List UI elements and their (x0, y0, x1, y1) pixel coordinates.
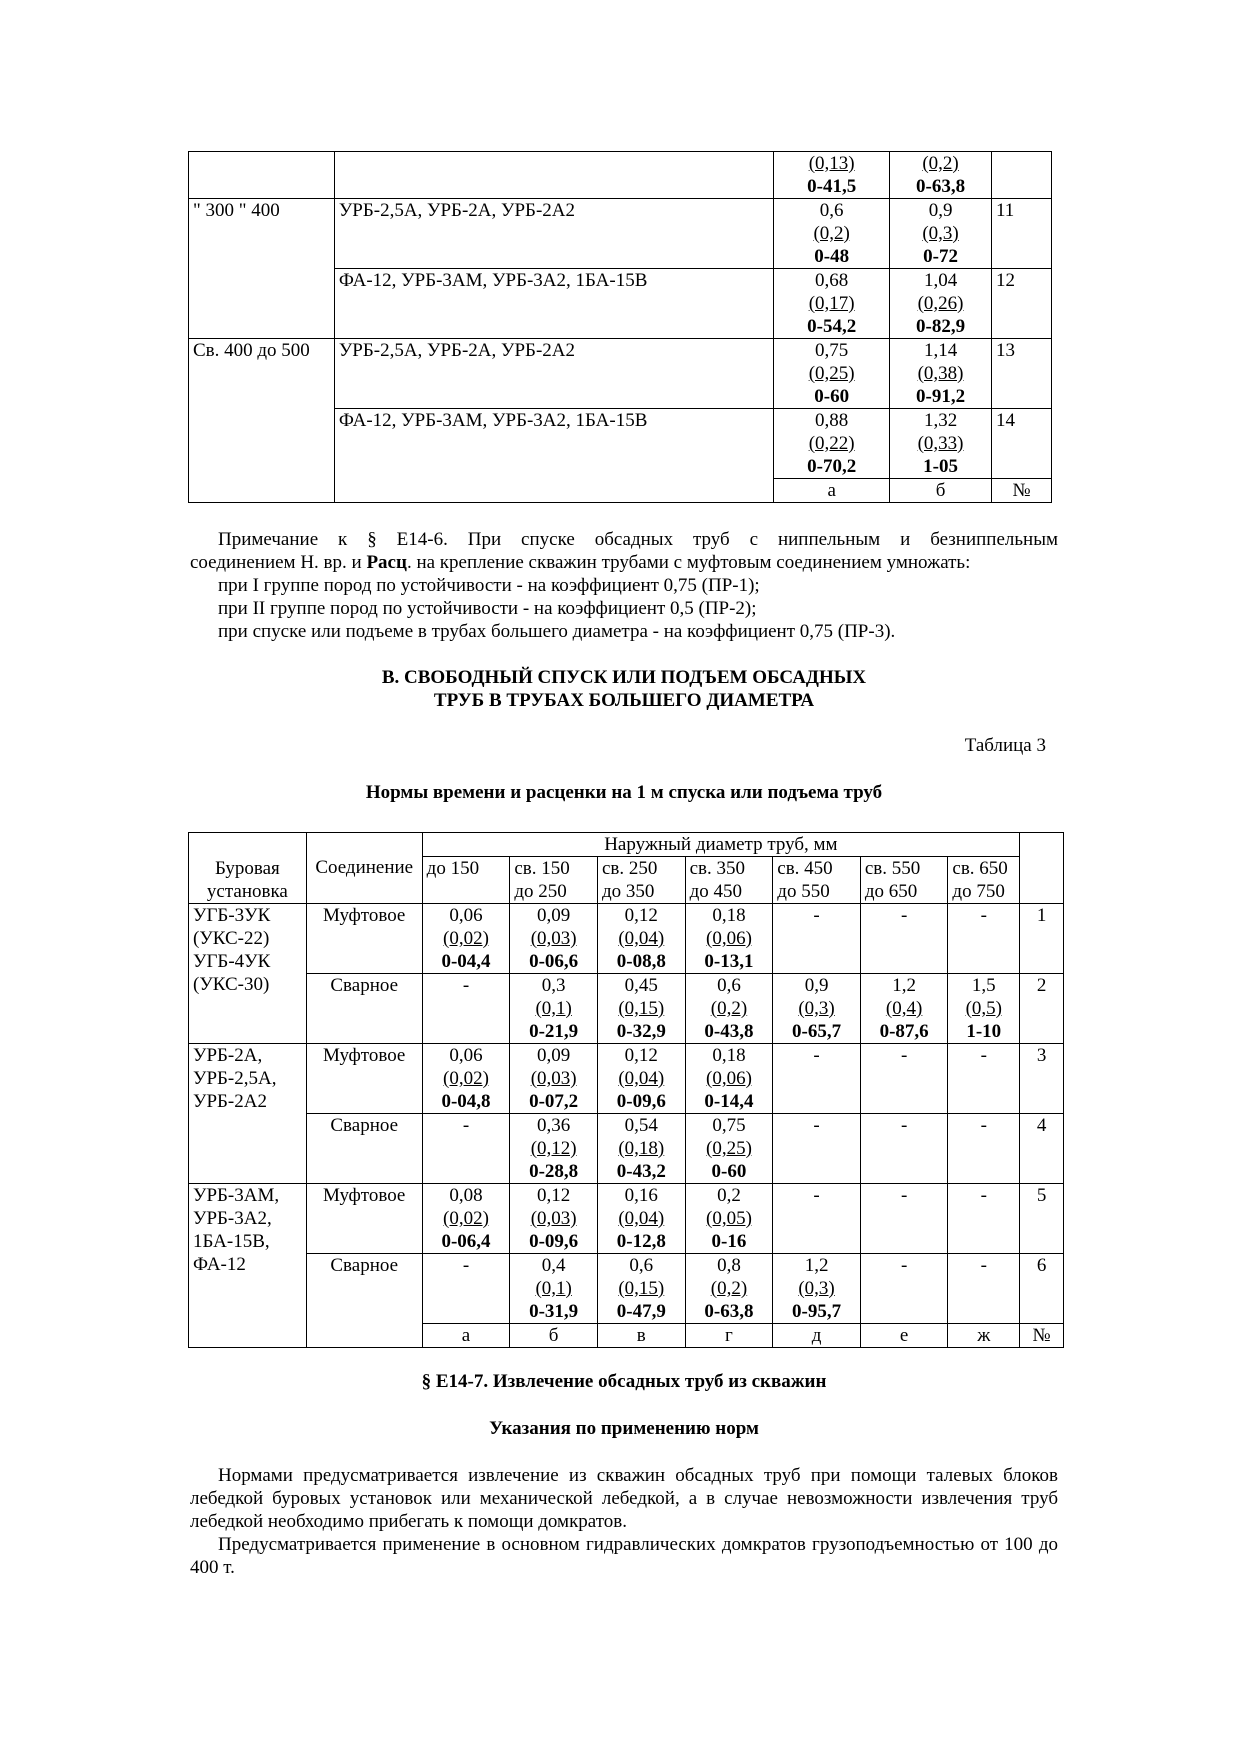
header-diameter-range (422, 857, 510, 904)
section-e14-7-title: § Е14-7. Извлечение обсадных труб из скважин (421, 1371, 827, 1392)
rate-value: 0-60 (814, 386, 850, 407)
column-letter: ж (948, 1324, 1020, 1348)
time-norm-value: 0,18 (712, 1045, 746, 1066)
value-cell (510, 1254, 598, 1324)
value-cell (685, 1254, 773, 1324)
rate-value: 0-04,4 (441, 951, 491, 972)
time-norm-value: 0,4 (541, 1255, 566, 1276)
cell-number: 3 (1020, 1044, 1064, 1114)
value-cell (773, 904, 861, 974)
rate-value: 0-14,4 (704, 1091, 754, 1112)
time-norm-value: - (980, 1255, 987, 1276)
value-cell (773, 1184, 861, 1254)
value-cell (422, 1044, 510, 1114)
header-text: до 350 (601, 881, 655, 902)
value-cell (597, 904, 685, 974)
rate-value: 0-04,8 (441, 1091, 491, 1112)
time-norm-value: 0,75 (815, 340, 849, 361)
cell-connection: Сварное (306, 974, 422, 1044)
price-value: (0,22) (808, 433, 855, 454)
price-value: (0,04) (618, 1208, 665, 1229)
table-row (189, 1114, 1064, 1184)
rig-name: УРБ-2А, (193, 1045, 263, 1066)
value-cell (773, 1114, 861, 1184)
value-cell (685, 1044, 773, 1114)
cell-rig (189, 1044, 307, 1184)
value-cell (774, 152, 890, 199)
rate-value: 0-28,8 (529, 1161, 579, 1182)
header-text: до 450 (689, 881, 743, 902)
header-text: св. 450 (777, 858, 833, 879)
rig-name: УГБ-4УК (193, 951, 271, 972)
value-cell (948, 974, 1020, 1044)
price-value: (0,3) (798, 998, 835, 1019)
price-value: (0,05) (706, 1208, 752, 1229)
note-bold-rasc: Расц (366, 552, 407, 573)
rate-value: 0-12,8 (616, 1231, 666, 1252)
cell-rig: УРБ-2,5А, УРБ-2А, УРБ-2А2 (334, 199, 773, 269)
cell-number: 1 (1020, 904, 1064, 974)
price-value: (0,2) (922, 153, 959, 174)
section-v-title (190, 666, 1058, 712)
cell-connection: Сварное (306, 1254, 422, 1348)
header-diameter-range (773, 857, 861, 904)
price-value: (0,04) (618, 928, 665, 949)
value-cell (597, 1114, 685, 1184)
table-row (189, 974, 1064, 1044)
price-value: (0,2) (710, 998, 748, 1019)
rate-value: 0-43,8 (704, 1021, 754, 1042)
time-norm-value: - (813, 1115, 820, 1136)
section-v-title-line-2: ТРУБ В ТРУБАХ БОЛЬШЕГО ДИАМЕТРА (433, 690, 815, 711)
header-text: установка (206, 881, 288, 902)
rate-value: 0-47,9 (616, 1301, 666, 1322)
time-norm-value: 0,6 (819, 200, 844, 221)
rate-value: 0-65,7 (792, 1021, 842, 1042)
cell-rig (189, 904, 307, 1044)
cell-connection: Сварное (306, 1114, 422, 1184)
header-text: св. 550 (864, 858, 921, 879)
header-text: до 550 (777, 881, 830, 902)
time-norm-value: - (900, 905, 908, 926)
time-norm-value: 0,36 (537, 1115, 571, 1136)
cell-number: 11 (992, 199, 1052, 269)
value-cell (890, 199, 992, 269)
time-norm-value: 0,8 (717, 1255, 741, 1276)
section-e14-7-subtitle: Указания по применению норм (489, 1418, 759, 1439)
value-cell (948, 1184, 1020, 1254)
rate-value: 0-13,1 (704, 951, 754, 972)
time-norm-value: - (900, 1045, 908, 1066)
value-cell (422, 1254, 510, 1324)
time-norm-value: - (462, 1115, 470, 1136)
header-connection: Соединение (306, 833, 422, 904)
header-text: до 150 (426, 858, 480, 879)
value-cell (860, 974, 948, 1044)
cell-number: 12 (992, 269, 1052, 339)
time-norm-value: - (462, 1255, 470, 1276)
rate-value: 0-91,2 (916, 386, 966, 407)
paragraph-2: Предусматривается применение в основном гидравлических домкратов грузоподъемностью от 100 до 400 т. (190, 1534, 1058, 1578)
column-letter: в (597, 1324, 685, 1348)
column-letter: б (510, 1324, 598, 1348)
cell-connection: Муфтовое (306, 1044, 422, 1114)
cell-number: 14 (992, 409, 1052, 479)
rate-value: 0-21,9 (529, 1021, 579, 1042)
paragraph-1: Нормами предусматривается извлечение из скважин обсадных труб при помощи талевых блоков лебедкой буровых установок или механической лебедкой, а в случае невозможности извлечения труб лебедкой необходимо прибегать к помощи домкратов. (190, 1465, 1058, 1532)
time-norm-value: - (462, 975, 470, 996)
cell-number: 6 (1020, 1254, 1064, 1324)
time-norm-value: - (813, 1185, 820, 1206)
rate-value: 0-09,6 (529, 1231, 579, 1252)
time-norm-value: 0,06 (449, 905, 483, 926)
time-norm-value: 0,6 (717, 975, 741, 996)
price-value: (0,06) (706, 1068, 752, 1089)
header-diameter-range (597, 857, 685, 904)
time-norm-value: - (980, 1115, 987, 1136)
rig-name: 1БА-15В, (193, 1231, 270, 1252)
rate-value: 0-06,6 (529, 951, 579, 972)
price-value: (0,3) (922, 223, 959, 244)
rig-name: УГБ-3УК (193, 905, 271, 926)
value-cell (890, 409, 992, 479)
column-letter: а (774, 479, 890, 503)
price-value: (0,12) (530, 1138, 577, 1159)
time-norm-value: 0,6 (629, 1255, 654, 1276)
column-letter: № (1020, 1324, 1064, 1348)
rate-value: 0-32,9 (616, 1021, 666, 1042)
value-cell (597, 1044, 685, 1114)
value-cell (422, 904, 510, 974)
rate-value: 0-08,8 (616, 951, 666, 972)
time-norm-value: - (980, 1185, 987, 1206)
time-norm-value: 0,12 (624, 905, 658, 926)
header-diameter-range (510, 857, 598, 904)
table-row (189, 904, 1064, 974)
table-row (189, 199, 1052, 269)
time-norm-value: 0,06 (449, 1045, 483, 1066)
header-text: св. 350 (689, 858, 746, 879)
price-value: (0,17) (808, 293, 855, 314)
cell-diameter: Св. 400 до 500 (189, 339, 335, 503)
price-value: (0,18) (618, 1138, 665, 1159)
rate-value: 0-72 (923, 246, 958, 267)
price-value: (0,03) (530, 928, 577, 949)
note-line-4: при II группе пород по устойчивости - на коэффициент 0,5 (ПР-2); (218, 598, 757, 619)
cell-number: 4 (1020, 1114, 1064, 1184)
header-text: Буровая (214, 858, 280, 879)
time-norm-value: 0,3 (541, 975, 566, 996)
header-diameter-range (948, 857, 1020, 904)
value-cell (773, 974, 861, 1044)
cell-number: 13 (992, 339, 1052, 409)
rig-name: УРБ-2А2 (193, 1091, 267, 1112)
cell-number: 2 (1020, 974, 1064, 1044)
value-cell (774, 269, 890, 339)
header-text: до 750 (952, 881, 1005, 902)
time-norm-value: 0,16 (624, 1185, 658, 1206)
header-diameter-range (860, 857, 948, 904)
table-header-row (189, 833, 1064, 857)
time-norm-value: 1,5 (971, 975, 996, 996)
time-norm-value: 0,18 (712, 905, 746, 926)
cell-connection: Муфтовое (306, 1184, 422, 1254)
rate-value: 0-95,7 (792, 1301, 842, 1322)
price-value: (0,15) (618, 1278, 665, 1299)
value-cell (597, 1254, 685, 1324)
value-cell (890, 152, 992, 199)
value-cell (597, 1184, 685, 1254)
price-value: (0,1) (535, 1278, 572, 1299)
header-text: до 650 (864, 881, 918, 902)
time-norm-value: 0,12 (537, 1185, 571, 1206)
table-label: Таблица 3 (964, 735, 1046, 756)
column-letter: е (860, 1324, 948, 1348)
time-norm-value: 0,09 (537, 905, 571, 926)
time-norm-value: - (813, 905, 820, 926)
header-text: до 250 (514, 881, 567, 902)
price-value: (0,02) (443, 1068, 489, 1089)
header-text: св. 650 (952, 858, 1008, 879)
time-norm-value: 1,2 (804, 1255, 829, 1276)
rate-value: 1-10 (966, 1021, 1002, 1042)
value-cell (860, 1114, 948, 1184)
rate-value: 0-87,6 (879, 1021, 929, 1042)
note-text: соединением Н. вр. и (190, 552, 367, 573)
price-value: (0,4) (885, 998, 923, 1019)
header-text (427, 880, 506, 903)
value-cell (860, 904, 948, 974)
table-row (189, 1254, 1064, 1324)
rate-value: 0-70,2 (807, 456, 857, 477)
value-cell (890, 339, 992, 409)
time-norm-value: 1,04 (923, 270, 958, 291)
price-value: (0,03) (530, 1208, 577, 1229)
time-norm-value: 1,32 (923, 410, 958, 431)
price-value: (0,1) (535, 998, 572, 1019)
header-number (1020, 833, 1064, 904)
value-cell (510, 974, 598, 1044)
note-text: . на крепление скважин трубами с муфтовым соединением умножать: (406, 552, 971, 573)
value-cell (773, 1254, 861, 1324)
price-value: (0,5) (965, 998, 1002, 1019)
value-cell (774, 199, 890, 269)
value-cell (597, 974, 685, 1044)
cell-rig: ФА-12, УРБ-3АМ, УРБ-3А2, 1БА-15В (334, 409, 773, 503)
price-value: (0,03) (530, 1068, 577, 1089)
time-norm-value: - (900, 1115, 908, 1136)
time-norm-value: 0,75 (712, 1115, 746, 1136)
price-value: (0,13) (808, 153, 855, 174)
header-diameter: Наружный диаметр труб, мм (422, 833, 1019, 857)
cell-number (992, 152, 1052, 199)
column-letter: д (773, 1324, 861, 1348)
time-norm-value: 0,12 (624, 1045, 658, 1066)
price-value: (0,25) (706, 1138, 752, 1159)
rate-value: 0-43,2 (616, 1161, 666, 1182)
value-cell (948, 1044, 1020, 1114)
table-row (189, 1044, 1064, 1114)
value-cell (860, 1254, 948, 1324)
note-block (190, 528, 1058, 643)
rig-name: (УКС-30) (193, 974, 270, 995)
price-value: (0,26) (917, 293, 964, 314)
table-continuation (188, 151, 1052, 503)
rig-name: (УКС-22) (193, 928, 270, 949)
cell-number: 5 (1020, 1184, 1064, 1254)
time-norm-value: 0,08 (449, 1185, 483, 1206)
value-cell (774, 409, 890, 479)
time-norm-value: 0,9 (804, 975, 829, 996)
column-number-sign: № (992, 479, 1052, 503)
value-cell (422, 1114, 510, 1184)
cell-rig: УРБ-2,5А, УРБ-2А, УРБ-2А2 (334, 339, 773, 409)
value-cell (948, 1114, 1020, 1184)
value-cell (510, 1114, 598, 1184)
rate-value: 0-41,5 (807, 176, 857, 197)
rate-value: 0-48 (814, 246, 850, 267)
value-cell (774, 339, 890, 409)
rate-value: 0-63,8 (916, 176, 966, 197)
table-row (189, 1184, 1064, 1254)
value-cell (860, 1184, 948, 1254)
table-row (189, 339, 1052, 409)
header-diameter-range (685, 857, 773, 904)
rig-name: УРБ-3АМ, (193, 1185, 280, 1206)
rate-value: 1-05 (923, 456, 958, 477)
rate-value: 0-07,2 (529, 1091, 579, 1112)
value-cell (685, 1114, 773, 1184)
value-cell (890, 269, 992, 339)
time-norm-value: - (900, 1185, 908, 1206)
price-value: (0,06) (706, 928, 752, 949)
rate-value: 0-54,2 (807, 316, 857, 337)
rig-name: УРБ-2,5А, (193, 1068, 277, 1089)
price-value: (0,15) (618, 998, 665, 1019)
rate-value: 0-09,6 (616, 1091, 666, 1112)
value-cell (422, 1184, 510, 1254)
value-cell (948, 1254, 1020, 1324)
header-text: св. 150 (514, 858, 570, 879)
rate-value: 0-60 (711, 1161, 747, 1182)
price-value: (0,02) (443, 1208, 489, 1229)
time-norm-value: 0,54 (624, 1115, 658, 1136)
time-norm-value: 1,14 (923, 340, 958, 361)
price-value: (0,33) (917, 433, 964, 454)
header-rig (189, 833, 307, 904)
header-text: св. 250 (601, 858, 658, 879)
cell-diameter (189, 152, 335, 199)
column-letter: б (890, 479, 992, 503)
time-norm-value: - (980, 905, 987, 926)
time-norm-value: 1,2 (892, 975, 916, 996)
rate-value: 0-63,8 (704, 1301, 754, 1322)
time-norm-value: 0,68 (815, 270, 849, 291)
rate-value: 0-82,9 (916, 316, 966, 337)
value-cell (510, 904, 598, 974)
price-value: (0,38) (917, 363, 964, 384)
time-norm-value: 0,45 (624, 975, 658, 996)
time-norm-value: - (813, 1045, 820, 1066)
note-line-3: при I группе пород по устойчивости - на коэффициент 0,75 (ПР-1); (218, 575, 760, 596)
value-cell (773, 1044, 861, 1114)
cell-rig (189, 1184, 307, 1348)
price-value: (0,04) (618, 1068, 665, 1089)
table-row (189, 152, 1052, 199)
rate-value: 0-31,9 (529, 1301, 579, 1322)
price-value: (0,2) (710, 1278, 748, 1299)
note-line-1: Примечание к § Е14-6. При спуске обсадных труб с ниппельным и безниппельным (218, 529, 1058, 550)
time-norm-value: 0,2 (717, 1185, 741, 1206)
price-value: (0,3) (798, 1278, 835, 1299)
value-cell (422, 974, 510, 1044)
rig-name: ФА-12 (193, 1254, 246, 1275)
value-cell (510, 1044, 598, 1114)
value-cell (685, 1184, 773, 1254)
table-3 (188, 832, 1064, 1348)
column-letter: г (685, 1324, 773, 1348)
time-norm-value: 0,88 (815, 410, 849, 431)
time-norm-value: 0,9 (928, 200, 953, 221)
rig-name: УРБ-3А2, (193, 1208, 272, 1229)
cell-rig (334, 152, 773, 199)
value-cell (860, 1044, 948, 1114)
value-cell (510, 1184, 598, 1254)
rate-value: 0-16 (711, 1231, 747, 1252)
cell-connection: Муфтовое (306, 904, 422, 974)
note-line-5: при спуске или подъеме в трубах большего диаметра - на коэффициент 0,75 (ПР-3). (218, 621, 896, 642)
note-line-2 (190, 551, 1058, 574)
time-norm-value: - (980, 1045, 987, 1066)
value-cell (685, 904, 773, 974)
price-value: (0,25) (808, 363, 855, 384)
time-norm-value: - (900, 1255, 908, 1276)
rate-value: 0-06,4 (441, 1231, 491, 1252)
value-cell (948, 904, 1020, 974)
value-cell (685, 974, 773, 1044)
cell-diameter: " 300 " 400 (189, 199, 335, 339)
cell-rig: ФА-12, УРБ-3АМ, УРБ-3А2, 1БА-15В (334, 269, 773, 339)
table-title: Нормы времени и расценки на 1 м спуска или подъема труб (365, 782, 883, 803)
section-v-title-line-1: В. СВОБОДНЫЙ СПУСК ИЛИ ПОДЪЕМ ОБСАДНЫХ (381, 667, 867, 688)
section-e14-7-text (190, 1464, 1058, 1579)
time-norm-value: 0,09 (537, 1045, 571, 1066)
price-value: (0,2) (813, 223, 850, 244)
price-value: (0,02) (443, 928, 489, 949)
column-letter: а (422, 1324, 510, 1348)
